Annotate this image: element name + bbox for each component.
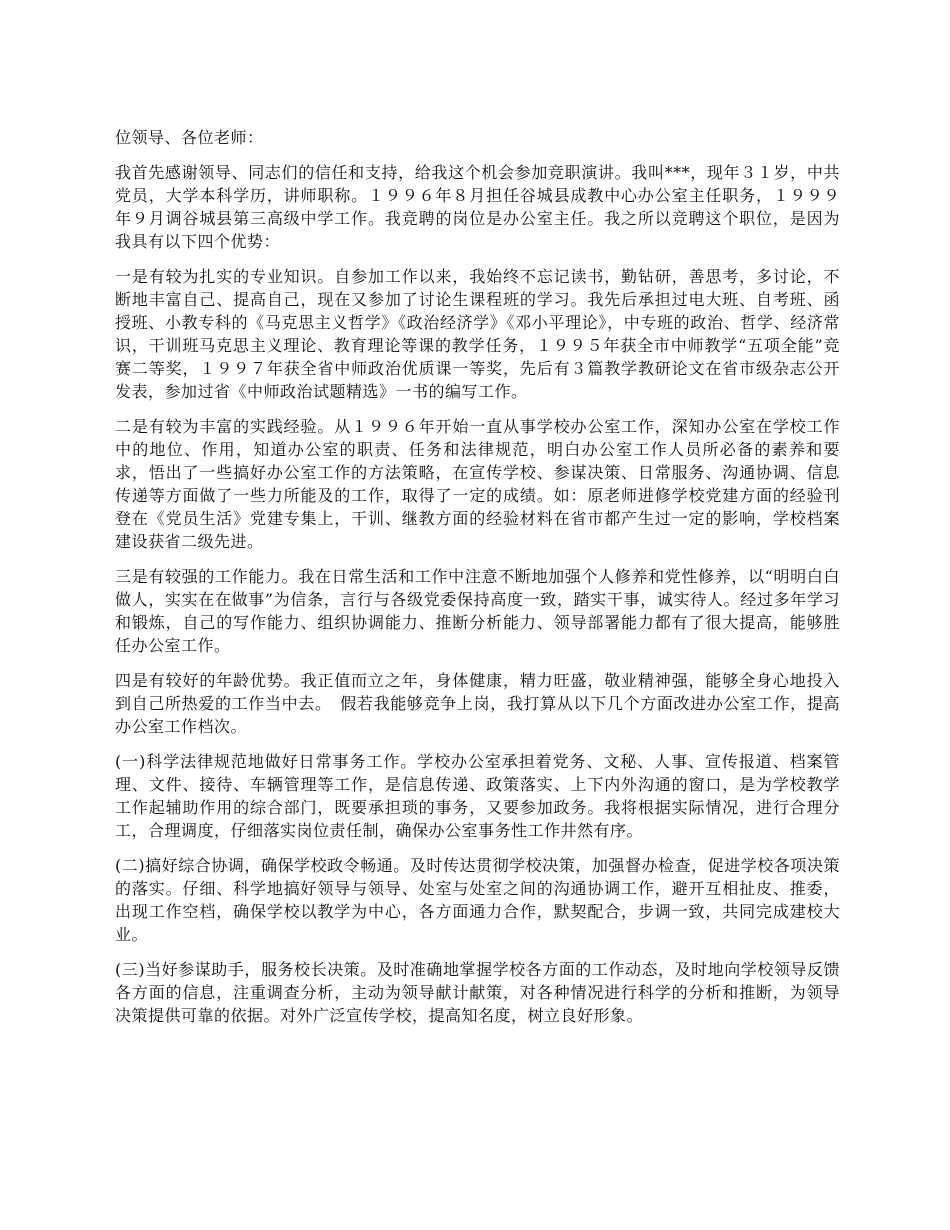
paragraph-plan-1: (一)科学法律规范地做好日常事务工作。学校办公室承担着党务、文秘、人事、宣传报道、档案管理、文件、接待、车辆管理等工作，是信息传递、政策落实、上下内外沟通的窗口，是为学校教学工作起辅助作用的综合部门，既要承担琐的事务，又要参加政务。我将根据实际情况，进行合理分工，合理调度，仔细落实岗位责任制，确保办公室事务性工作井然有序。 xyxy=(115,752,840,840)
paragraph-advantage-ability: 三是有较强的工作能力。我在日常生活和工作中注意不断地加强个人修养和党性修养，以“明明白白做人，实实在在做事”为信条，言行与各级党委保持高度一致，踏实干事，诚实待人。经过多年学习和锻炼，自己的写作能力、组织协调能力、推断分析能力、领导部署能力都有了很大提高，能够胜任办公室工作。 xyxy=(115,567,840,655)
speech-body xyxy=(115,126,840,1039)
paragraph-introduction: 我首先感谢领导、同志们的信任和支持，给我这个机会参加竞职演讲。我叫***，现年３１岁，中共党员，大学本科学历，讲师职称。１９９６年８月担任谷城县成教中心办公室主任职务，１９９９年９月调谷城县第三高级中学工作。我竞聘的岗位是办公室主任。我之所以竞聘这个职位，是因为我具有以下四个优势： xyxy=(115,163,840,251)
paragraph-advantage-knowledge: 一是有较为扎实的专业知识。自参加工作以来，我始终不忘记读书，勤钻研，善思考，多讨论，不断地丰富自己、提高自己，现在又参加了讨论生课程班的学习。我先后承担过电大班、自考班、函授班、小教专科的《马克思主义哲学》《政治经济学》《邓小平理论》，中专班的政治、哲学、经济常识，干训班马克思主义理论、教育理论等课的教学任务，１９９５年获全市中师教学“五项全能”竞赛二等奖，１９９７年获全省中师政治优质课一等奖，先后有３篇教学教研论文在省市级杂志公开发表，参加过省《中师政治试题精选》一书的编写工作。 xyxy=(115,267,840,401)
greeting: 位领导、各位老师： xyxy=(115,128,264,147)
paragraph-advantage-age: 四是有较好的年龄优势。我正值而立之年，身体健康，精力旺盛，敬业精神强，能够全身心地投入到自己所热爱的工作当中去。 假若我能够竞争上岗，我打算从以下几个方面改进办公室工作，提高办公室工作档次。 xyxy=(115,671,840,736)
paragraph-advantage-experience: 二是有较为丰富的实践经验。从１９９６年开始一直从事学校办公室工作，深知办公室在学校工作中的地位、作用，知道办公室的职责、任务和法律规范，明白办公室工作人员所必备的素养和要求，悟出了一些搞好办公室工作的方法策略，在宣传学校、参谋决策、日常服务、沟通协调、信息传递等方面做了一些力所能及的工作，取得了一定的成绩。如：原老师进修学校党建方面的经验刊登在《党员生活》党建专集上，干训、继教方面的经验材料在省市都产生过一定的影响，学校档案建设获省二级先进。 xyxy=(115,417,840,551)
paragraph-plan-2: (二)搞好综合协调，确保学校政令畅通。及时传达贯彻学校决策，加强督办检查，促进学校各项决策的落实。仔细、科学地搞好领导与领导、处室与处室之间的沟通协调工作，避开互相扯皮、推委，出现工作空档，确保学校以教学为中心，各方面通力合作，默契配合，步调一致，共同完成建校大业。 xyxy=(115,856,840,944)
paragraph-plan-3: (三)当好参谋助手，服务校长决策。及时准确地掌握学校各方面的工作动态，及时地向学校领导反馈各方面的信息，注重调查分析，主动为领导献计献策，对各种情况进行科学的分析和推断，为领导决策提供可靠的依据。对外广泛宣传学校，提高知名度，树立良好形象。 xyxy=(115,960,840,1025)
